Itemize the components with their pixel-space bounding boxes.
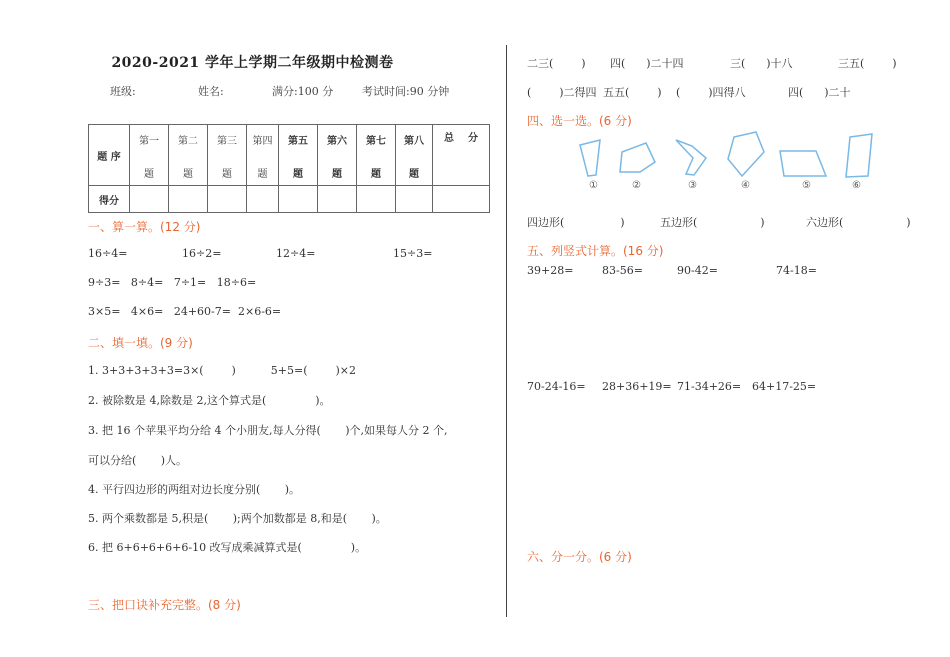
section-4-title: 四、选一选。(6 分) bbox=[527, 114, 632, 128]
col-4-bottom: 题 bbox=[257, 169, 268, 180]
shape-4-pentagon bbox=[728, 132, 764, 176]
rhyme-item: 四( )二十四 bbox=[610, 57, 684, 70]
rhyme-item: 三五( ) bbox=[838, 57, 897, 70]
fill-question-1: 1. 3+3+3+3+3=3×( ) 5+5=( )×2 bbox=[88, 364, 357, 377]
page-title: 2020-2021 学年上学期二年级期中检测卷 bbox=[111, 55, 394, 71]
shape-6-quadrilateral bbox=[846, 134, 872, 177]
col-7-bottom: 题 bbox=[371, 169, 381, 180]
fill-question-5: 5. 两个乘数都是 5,积是( );两个加数都是 8,和是( )。 bbox=[88, 512, 387, 525]
fill-question-3-cont: 可以分给( )人。 bbox=[88, 454, 188, 467]
name-label: 姓名: bbox=[198, 85, 224, 98]
calc-item: 16÷2= bbox=[182, 247, 222, 260]
answer-pentagon[interactable]: 五边形( ) bbox=[660, 216, 765, 229]
calc-item: 16÷4= bbox=[88, 247, 128, 260]
vertical-calc-item: 39+28= bbox=[527, 264, 574, 277]
fill-question-6: 6. 把 6+6+6+6+6-10 改写成乘减算式是( )。 bbox=[88, 541, 367, 554]
fill-question-3: 3. 把 16 个苹果平均分给 4 个小朋友,每人分得( )个,如果每人分 2 个, bbox=[88, 424, 448, 437]
section-5-title: 五、列竖式计算。(16 分) bbox=[527, 244, 664, 258]
col-1-bottom: 题 bbox=[144, 169, 154, 180]
rhyme-item: 四( )二十 bbox=[788, 86, 851, 99]
col-4-top: 第四 bbox=[252, 136, 273, 147]
full-score-label: 满分:100 分 bbox=[272, 85, 334, 98]
row-label-score: 得分 bbox=[89, 186, 130, 213]
fill-question-4: 4. 平行四边形的两组对边长度分别( )。 bbox=[88, 483, 301, 496]
calc-row: 9÷3= 8÷4= 7÷1= 18÷6= bbox=[88, 276, 257, 289]
col-2-bottom: 题 bbox=[183, 169, 193, 180]
col-total: 总 分 bbox=[433, 125, 490, 186]
col-2-top: 第二 bbox=[178, 136, 198, 147]
col-7-top: 第七 bbox=[366, 136, 386, 147]
section-3-title: 三、把口诀补充完整。(8 分) bbox=[88, 598, 241, 612]
section-1-title: 一、算一算。(12 分) bbox=[88, 220, 201, 234]
col-8-bottom: 题 bbox=[409, 169, 419, 180]
col-3-top: 第三 bbox=[217, 136, 237, 147]
shape-3-hexagon bbox=[676, 140, 706, 175]
col-5-bottom: 题 bbox=[293, 169, 303, 180]
rhyme-item: ( )四得八 bbox=[676, 86, 746, 99]
answer-hexagon[interactable]: 六边形( ) bbox=[806, 216, 911, 229]
shape-label-5: ⑤ bbox=[802, 180, 811, 191]
vertical-calc-item: 74-18= bbox=[776, 264, 817, 277]
col-6-top: 第六 bbox=[327, 136, 347, 147]
col-6-bottom: 题 bbox=[332, 169, 342, 180]
shape-label-1: ① bbox=[589, 180, 598, 191]
rhyme-item: 五五( ) bbox=[603, 86, 662, 99]
shape-1-quadrilateral bbox=[580, 140, 600, 176]
answer-quadrilateral[interactable]: 四边形( ) bbox=[527, 216, 625, 229]
class-label: 班级: bbox=[110, 85, 136, 98]
calc-item: 15÷3= bbox=[393, 247, 433, 260]
shape-label-6: ⑥ bbox=[852, 180, 861, 191]
fill-question-2: 2. 被除数是 4,除数是 2,这个算式是( )。 bbox=[88, 394, 331, 407]
vertical-calc-item: 83-56= bbox=[602, 264, 643, 277]
row-label-order: 题 序 bbox=[89, 125, 130, 186]
col-5-top: 第五 bbox=[288, 136, 308, 147]
vertical-calc-item: 70-24-16= bbox=[527, 380, 586, 393]
vertical-calc-item: 64+17-25= bbox=[752, 380, 817, 393]
shape-2-pentagon bbox=[620, 143, 655, 172]
shape-label-2: ② bbox=[632, 180, 641, 191]
col-8-top: 第八 bbox=[404, 136, 424, 147]
vertical-calc-item: 90-42= bbox=[677, 264, 718, 277]
section-2-title: 二、填一填。(9 分) bbox=[88, 336, 193, 350]
calc-row: 3×5= 4×6= 24+60-7= 2×6-6= bbox=[88, 305, 282, 318]
col-3-bottom: 题 bbox=[222, 169, 232, 180]
shape-label-4: ④ bbox=[741, 180, 750, 191]
col-1-top: 第一 bbox=[139, 136, 159, 147]
rhyme-item: ( )二得四 bbox=[527, 86, 597, 99]
rhyme-item: 三( )十八 bbox=[730, 57, 793, 70]
exam-time-label: 考试时间:90 分钟 bbox=[362, 85, 450, 98]
vertical-calc-item: 28+36+19= bbox=[602, 380, 672, 393]
section-6-title: 六、分一分。(6 分) bbox=[527, 550, 632, 564]
shape-label-3: ③ bbox=[688, 180, 697, 191]
calc-item: 12÷4= bbox=[276, 247, 316, 260]
rhyme-item: 二三( ) bbox=[527, 57, 586, 70]
vertical-calc-item: 71-34+26= bbox=[677, 380, 742, 393]
shape-5-quadrilateral bbox=[780, 151, 826, 176]
